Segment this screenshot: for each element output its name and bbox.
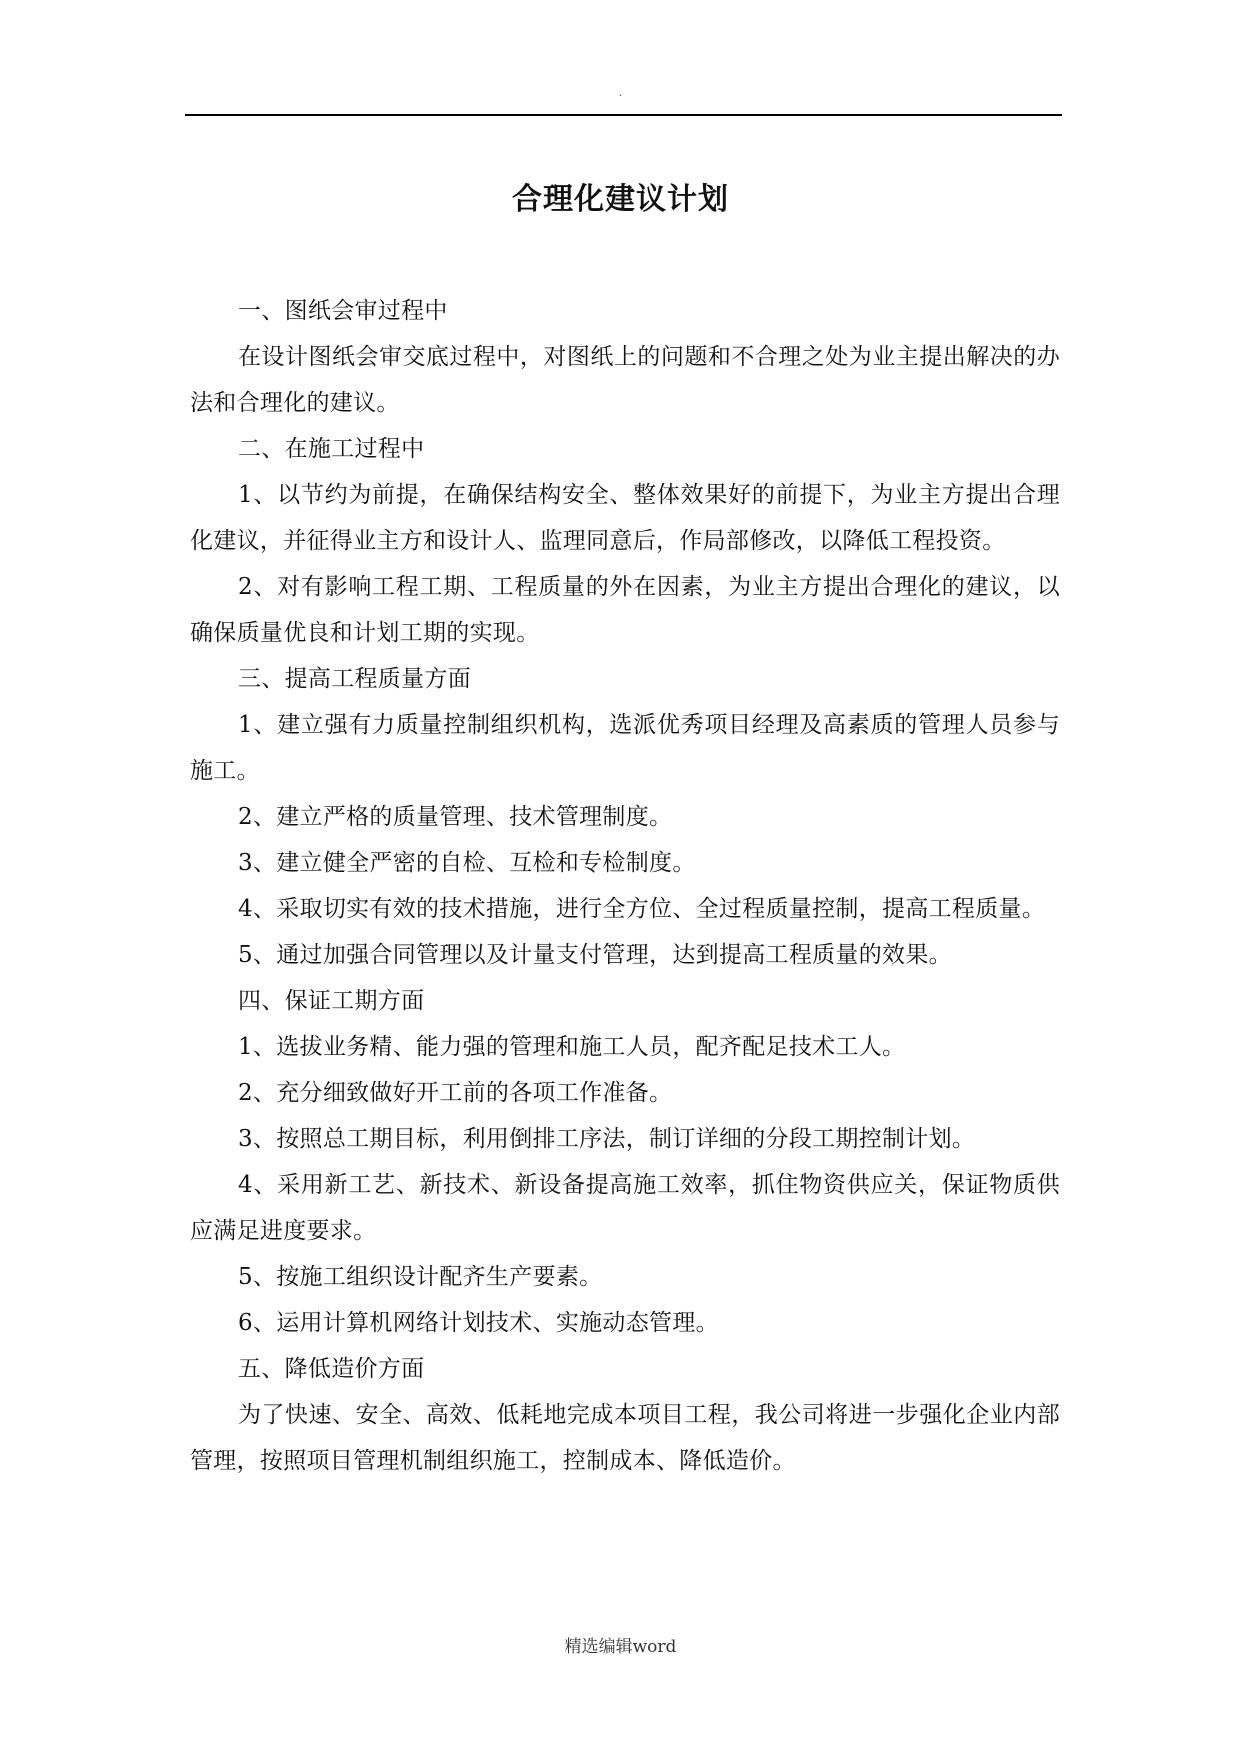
paragraph: 5、通过加强合同管理以及计量支付管理，达到提高工程质量的效果。 bbox=[238, 942, 952, 968]
header-mark: . bbox=[618, 88, 623, 99]
paragraph: 1、选拔业务精、能力强的管理和施工人员，配齐配足技术工人。 bbox=[238, 1034, 906, 1060]
section-heading-1: 一、图纸会审过程中 bbox=[238, 298, 448, 324]
document-title: 合理化建议计划 bbox=[512, 182, 729, 217]
paragraph: 1、建立强有力质量控制组织机构，选派优秀项目经理及高素质的管理人员参与施工。 bbox=[190, 712, 1060, 784]
paragraph: 5、按施工组织设计配齐生产要素。 bbox=[238, 1264, 603, 1290]
paragraph: 3、按照总工期目标，利用倒排工序法，制订详细的分段工期控制计划。 bbox=[238, 1126, 976, 1152]
paragraph: 4、采用新工艺、新技术、新设备提高施工效率，抓住物资供应关，保证物质供应满足进度要求。 bbox=[190, 1172, 1060, 1244]
document-body bbox=[190, 288, 1060, 1484]
paragraph: 在设计图纸会审交底过程中，对图纸上的问题和不合理之处为业主提出解决的办法和合理化的建议。 bbox=[190, 344, 1060, 416]
section-heading-3: 三、提高工程质量方面 bbox=[238, 666, 471, 692]
section-heading-2: 二、在施工过程中 bbox=[238, 436, 425, 462]
paragraph: 6、运用计算机网络计划技术、实施动态管理。 bbox=[238, 1310, 719, 1336]
section-heading-4: 四、保证工期方面 bbox=[238, 988, 425, 1014]
paragraph: 3、建立健全严密的自检、互检和专检制度。 bbox=[238, 850, 696, 876]
section-heading-5: 五、降低造价方面 bbox=[238, 1356, 425, 1382]
paragraph: 4、采取切实有效的技术措施，进行全方位、全过程质量控制，提高工程质量。 bbox=[238, 896, 1046, 922]
header-rule bbox=[185, 114, 1062, 116]
paragraph: 为了快速、安全、高效、低耗地完成本项目工程，我公司将进一步强化企业内部管理，按照项目管理机制组织施工，控制成本、降低造价。 bbox=[190, 1402, 1060, 1474]
page-footer: 精选编辑word bbox=[564, 1637, 677, 1657]
paragraph: 2、对有影响工程工期、工程质量的外在因素，为业主方提出合理化的建议，以确保质量优良和计划工期的实现。 bbox=[190, 574, 1060, 646]
paragraph: 2、建立严格的质量管理、技术管理制度。 bbox=[238, 804, 673, 830]
paragraph: 1、以节约为前提，在确保结构安全、整体效果好的前提下，为业主方提出合理化建议，并征得业主方和设计人、监理同意后，作局部修改，以降低工程投资。 bbox=[190, 482, 1060, 554]
paragraph: 2、充分细致做好开工前的各项工作准备。 bbox=[238, 1080, 673, 1106]
